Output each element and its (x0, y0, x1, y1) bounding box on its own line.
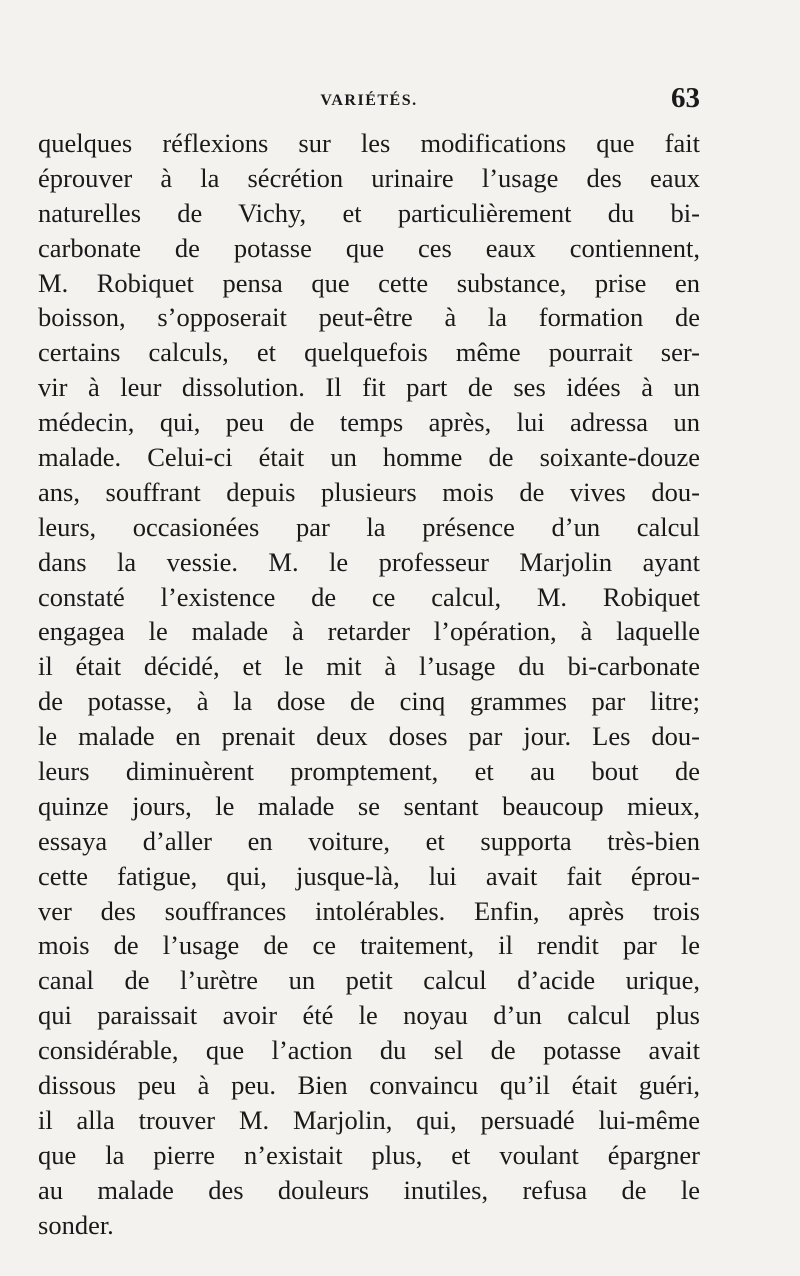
text-line: essaya d’aller en voiture, et supporta très-bien (38, 825, 700, 856)
text-line: le malade en prenait deux doses par jour. Les dou- (38, 721, 700, 752)
text-line: boisson, s’opposerait peut-être à la formation de (38, 302, 700, 333)
text-line: carbonate de potasse que ces eaux contiennent, (38, 232, 700, 263)
text-line: considérable, que l’action du sel de potasse avait (38, 1035, 700, 1066)
text-line: engagea le malade à retarder l’opération, à laquelle (38, 616, 700, 647)
text-line: ver des souffrances intolérables. Enfin, après trois (38, 895, 700, 926)
text-line: il alla trouver M. Marjolin, qui, persuadé lui-même (38, 1104, 700, 1135)
text-line: ans, souffrant depuis plusieurs mois de vives dou- (38, 476, 700, 507)
text-line: leurs, occasionées par la présence d’un calcul (38, 511, 700, 542)
text-line: canal de l’urètre un petit calcul d’acide urique, (38, 965, 700, 996)
body-text (38, 126, 700, 1243)
text-line: que la pierre n’existait plus, et voulant épargner (38, 1139, 700, 1170)
text-line: éprouver à la sécrétion urinaire l’usage des eaux (38, 162, 700, 193)
text-line: il était décidé, et le mit à l’usage du bi-carbonate (38, 651, 700, 682)
text-line: cette fatigue, qui, jusque-là, lui avait fait éprou- (38, 860, 700, 891)
text-line: vir à leur dissolution. Il fit part de ses idées à un (38, 372, 700, 403)
text-line: au malade des douleurs inutiles, refusa de le (38, 1174, 700, 1205)
text-line: certains calculs, et quelquefois même pourrait ser- (38, 337, 700, 368)
text-line: naturelles de Vichy, et particulièrement du bi- (38, 197, 700, 228)
running-head: VARIÉTÉS. (320, 92, 418, 109)
text-line: mois de l’usage de ce traitement, il rendit par le (38, 930, 700, 961)
text-line: quinze jours, le malade se sentant beaucoup mieux, (38, 790, 700, 821)
text-line: dissous peu à peu. Bien convaincu qu’il était guéri, (38, 1070, 700, 1101)
text-line: médecin, qui, peu de temps après, lui adressa un (38, 407, 700, 438)
text-line: M. Robiquet pensa que cette substance, prise en (38, 267, 700, 298)
page-number: 63 (671, 82, 700, 114)
text-line: dans la vessie. M. le professeur Marjolin ayant (38, 546, 700, 577)
text-line: leurs diminuèrent promptement, et au bout de (38, 756, 700, 787)
page-header (38, 82, 700, 126)
text-line: constaté l’existence de ce calcul, M. Robiquet (38, 581, 700, 612)
text-line: de potasse, à la dose de cinq grammes par litre; (38, 686, 700, 717)
text-line: quelques réflexions sur les modifications que fait (38, 128, 700, 158)
text-line: qui paraissait avoir été le noyau d’un calcul plus (38, 1000, 700, 1031)
text-line: malade. Celui-ci était un homme de soixante-douze (38, 442, 700, 473)
text-line: sonder. (38, 1209, 114, 1240)
